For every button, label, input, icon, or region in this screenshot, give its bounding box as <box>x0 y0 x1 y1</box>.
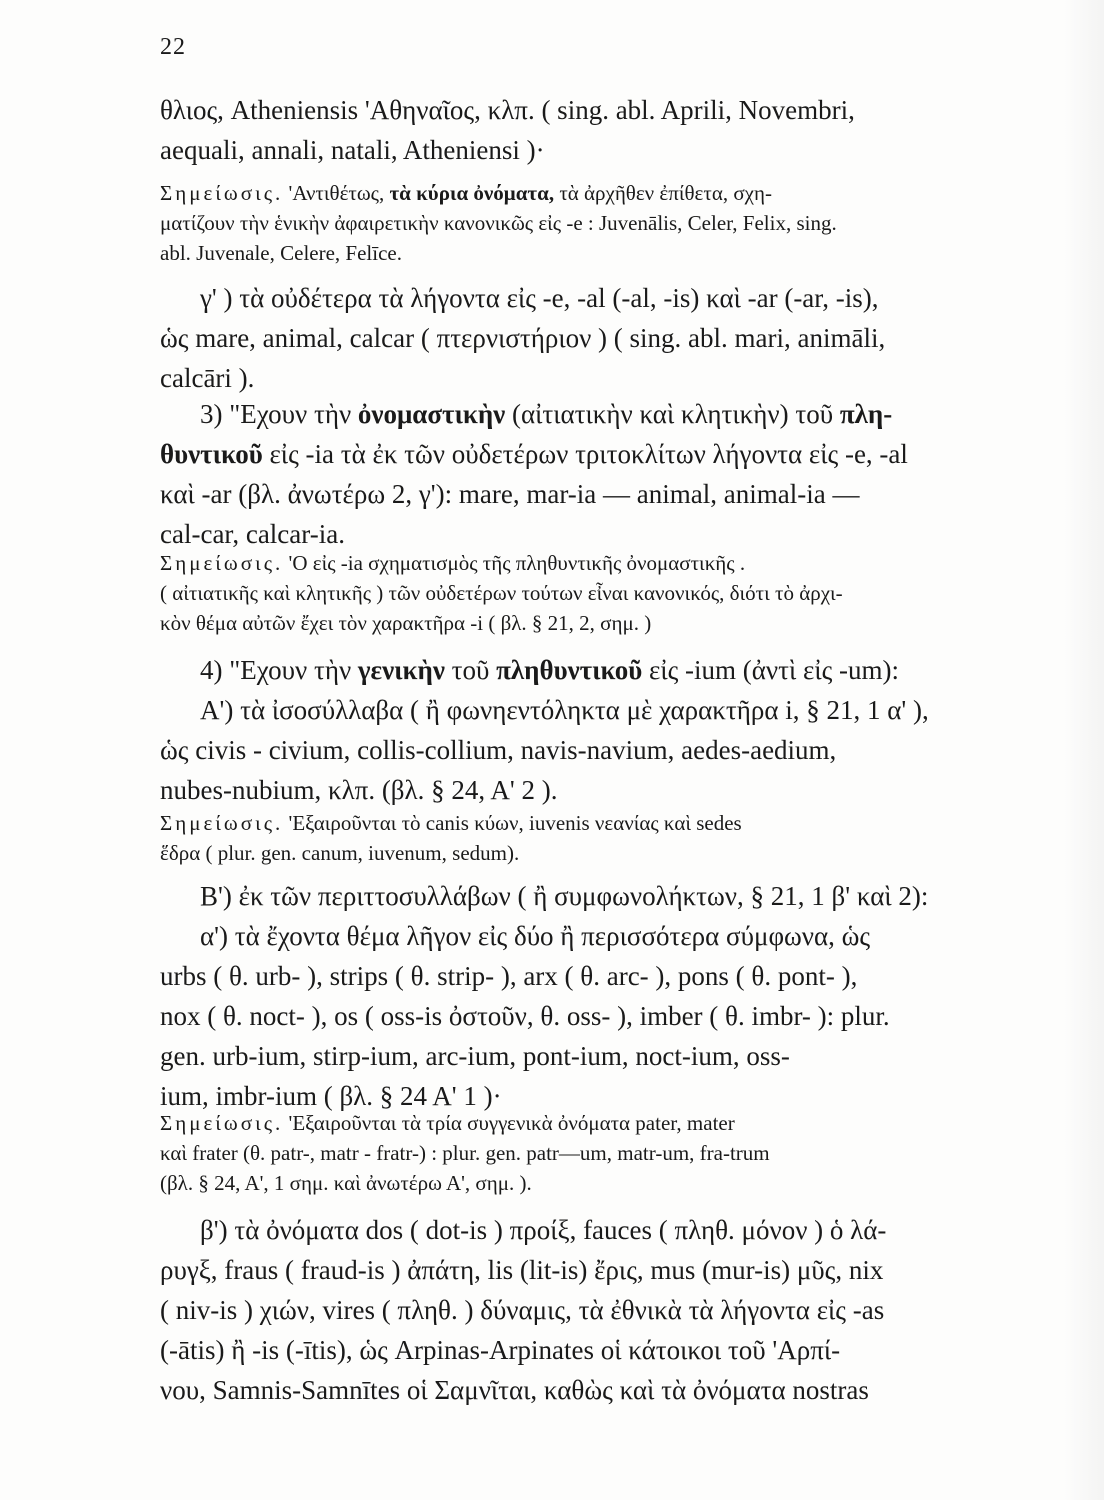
text-line: β') τὰ ὀνόματα dos ( dot-is ) προίξ, fauces ( πληθ. μόνον ) ὁ λά- <box>200 1215 887 1245</box>
note-line: Σημείωσις. 'Εξαιροῦνται τὰ τρία συγγενικὰ ὀνόματα pater, mater <box>160 1111 735 1135</box>
emphasis: ὀνομαστικὴν <box>357 399 506 429</box>
note-exceptions-pater <box>160 1108 1018 1198</box>
note-line: ( αἰτιατικῆς καὶ κλητικῆς ) τῶν οὐδετέρων τούτων εἶναι κανονικός, διότι τὸ ἀρχι- <box>160 581 843 605</box>
text-line: καὶ -ar (βλ. ἀνωτέρω 2, γ'): mare, mar-ia — animal, animal-ia — <box>160 479 860 509</box>
note-line: ματίζουν τὴν ἑνικὴν ἀφαιρετικὴν κανονικῶς εἰς -e : Juvenālis, Celer, Felix, sing. <box>160 211 837 235</box>
note-label: Σημείωσις. <box>160 811 284 835</box>
note-ia-formation <box>160 548 1018 638</box>
note-line: Σημείωσις. 'Αντιθέτως, τὰ κύρια ὀνόματα, τὰ ἀρχῆθεν ἐπίθετα, σχη- <box>160 181 772 205</box>
text-line: θυντικοῦ εἰς -ia τὰ ἐκ τῶν οὐδετέρων τριτοκλίτων λήγοντα εἰς -e, -al <box>160 439 908 469</box>
emphasis: θυντικοῦ <box>160 439 263 469</box>
emphasis: πληθυντικοῦ <box>496 655 643 685</box>
note-line: Σημείωσις. 'Εξαιροῦνται τὸ canis κύων, iuvenis νεανίας καὶ sedes <box>160 811 742 835</box>
text-line: aequali, annali, natali, Atheniensi )· <box>160 135 545 165</box>
paragraph-B-imparisyllabic <box>160 876 1018 1116</box>
note-line: κὸν θέμα αὐτῶν ἔχει τὸν χαρακτῆρα -i ( βλ. § 21, 2, σημ. ) <box>160 611 652 635</box>
text-line: θλιος, Atheniensis 'Αθηναῖος, κλπ. ( sing. abl. Aprili, Novembri, <box>160 95 855 125</box>
text-line: γ' ) τὰ οὐδέτερα τὰ λήγοντα εἰς -e, -al (-al, -is) καὶ -ar (-ar, -is), <box>200 283 879 313</box>
paragraph-ablative-adjectives <box>160 90 1018 170</box>
text-line: ( niv-is ) χιών, vires ( πληθ. ) δύναμις, τὰ ἐθνικὰ τὰ λήγοντα εἰς -as <box>160 1295 885 1325</box>
text-line: νου, Samnis-Samnītes οἱ Σαμνῖται, καθὼς καὶ τὰ ὀνόματα nostras <box>160 1375 869 1405</box>
page-number: 22 <box>160 34 186 60</box>
text-line: α') τὰ ἔχοντα θέμα λῆγον εἰς δύο ἢ περισσότερα σύμφωνα, ὡς <box>200 921 871 951</box>
note-line: (βλ. § 24, Α', 1 σημ. καὶ ἀνωτέρω Α', σημ. ). <box>160 1171 532 1195</box>
emphasis: πλη- <box>839 399 893 429</box>
text-line: 4) "Εχουν τὴν γενικὴν τοῦ πληθυντικοῦ εἰς -ium (ἀντὶ εἰς -um): <box>200 655 900 685</box>
text-line: Α') τὰ ἰσοσύλλαβα ( ἢ φωνηεντόληκτα μὲ χαρακτῆρα i, § 21, 1 α' ), <box>200 695 929 725</box>
emphasis: γενικὴν <box>357 655 445 685</box>
note-line: abl. Juvenale, Celere, Felīce. <box>160 241 402 265</box>
text-line: ium, imbr-ium ( βλ. § 24 Α' 1 )· <box>160 1081 502 1111</box>
note-proper-names <box>160 178 1018 268</box>
note-line: ἕδρα ( plur. gen. canum, iuvenum, sedum). <box>160 841 520 865</box>
text-line: nox ( θ. noct- ), os ( oss-is ὀστοῦν, θ. oss- ), imber ( θ. imbr- ): plur. <box>160 1001 890 1031</box>
paragraph-neuters-gamma <box>160 278 1018 398</box>
paragraph-3-nominative-plural <box>160 394 1018 554</box>
text-line: ρυγξ, fraus ( fraud-is ) ἀπάτη, lis (lit-is) ἔρις, mus (mur-is) μῦς, nix <box>160 1255 884 1285</box>
note-exceptions-canis <box>160 808 1018 868</box>
bleed-through-shadow <box>1064 0 1104 1500</box>
note-label: Σημείωσις. <box>160 181 284 205</box>
text-line: ὡς civis - civium, collis-collium, navis-navium, aedes-aedium, <box>160 735 837 765</box>
text-line: Β') ἐκ τῶν περιττοσυλλάβων ( ἢ συμφωνολήκτων, § 21, 1 β' καὶ 2): <box>200 881 929 911</box>
note-label: Σημείωσις. <box>160 1111 284 1135</box>
text-line: gen. urb-ium, stirp-ium, arc-ium, pont-ium, noct-ium, oss- <box>160 1041 790 1071</box>
text-line: urbs ( θ. urb- ), strips ( θ. strip- ), arx ( θ. arc- ), pons ( θ. pont- ), <box>160 961 858 991</box>
note-line: Σημείωσις. 'Ο εἰς -ia σχηματισμὸς τῆς πληθυντικῆς ὀνομαστικῆς . <box>160 551 746 575</box>
text-line: calcāri ). <box>160 363 255 393</box>
emphasis: τὰ κύρια ὀνόματα, <box>389 181 555 205</box>
text-line: 3) "Εχουν τὴν ὀνομαστικὴν (αἰτιατικὴν καὶ κλητικὴν) τοῦ πλη- <box>200 399 893 429</box>
note-label: Σημείωσις. <box>160 551 284 575</box>
note-line: καὶ frater (θ. patr-, matr - fratr-) : plur. gen. patr—um, matr-um, fra-trum <box>160 1141 770 1165</box>
text-line: ὡς mare, animal, calcar ( πτερνιστήριον ) ( sing. abl. mari, animāli, <box>160 323 886 353</box>
text-line: nubes-nubium, κλπ. (βλ. § 24, Α' 2 ). <box>160 775 558 805</box>
text-line: (-ātis) ἢ -is (-ītis), ὡς Arpinas-Arpinates οἱ κάτοικοι τοῦ 'Αρπί- <box>160 1335 841 1365</box>
text-line: cal-car, calcar-ia. <box>160 519 345 549</box>
paragraph-4-genitive-plural <box>160 650 1018 810</box>
paragraph-beta-nouns <box>160 1210 1018 1410</box>
